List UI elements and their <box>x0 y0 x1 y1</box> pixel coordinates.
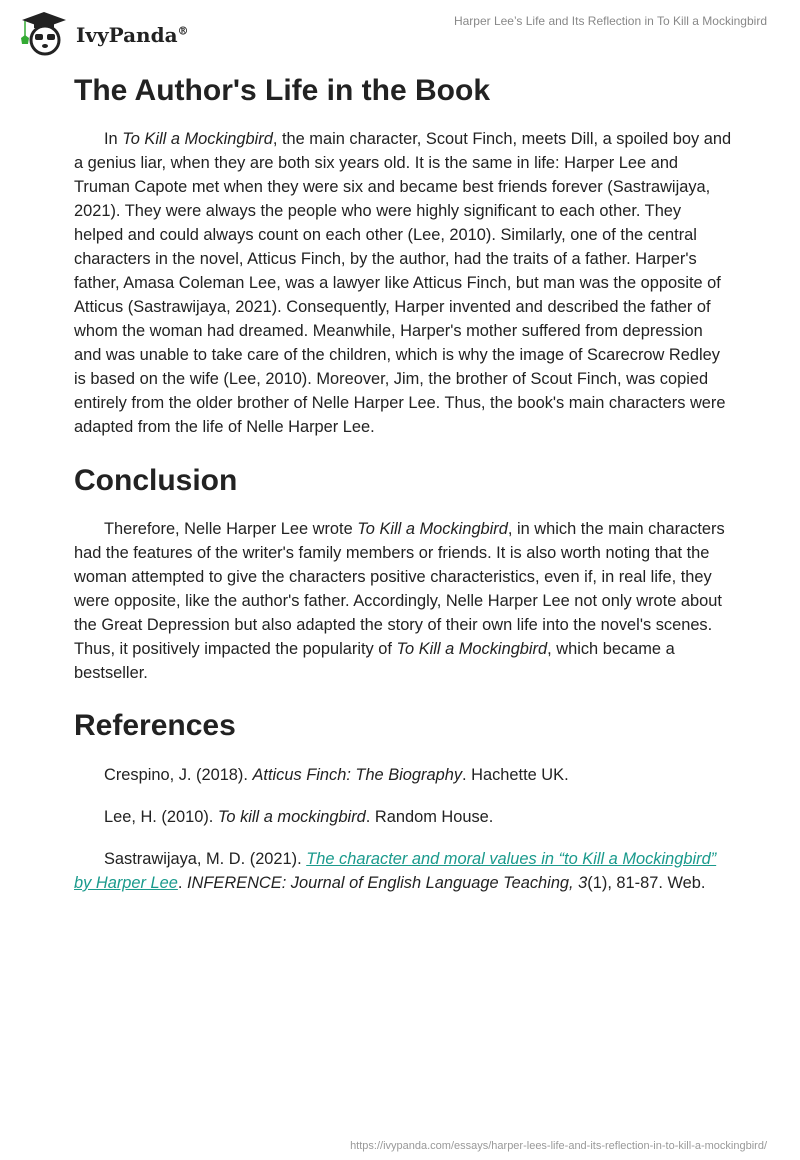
reference-link[interactable]: The character and moral values in “to Kill a Mockingbird” by Harper Lee <box>74 850 717 892</box>
reference-item: Sastrawijaya, M. D. (2021). The character and moral values in “to Kill a Mockingbird” by Harper Lee. INFERENCE: Journal of English Language Teaching, 3(1), 81-87. Web. <box>74 850 717 892</box>
section-references <box>74 705 734 895</box>
section-heading: The Author's Life in the Book <box>74 74 491 107</box>
panda-graduate-icon <box>18 8 70 56</box>
ivypanda-logo[interactable] <box>18 8 189 56</box>
section-conclusion <box>74 460 734 685</box>
source-url[interactable]: https://ivypanda.com/essays/harper-lees-life-and-its-reflection-in-to-kill-a-mockingbird/ <box>350 1140 767 1152</box>
logo-text: IvyPanda® <box>76 23 189 47</box>
section-authors-life <box>74 70 734 439</box>
reference-item: Crespino, J. (2018). Atticus Finch: The Biography. Hachette UK. <box>104 766 569 784</box>
paragraph: In To Kill a Mockingbird, the main character, Scout Finch, meets Dill, a spoiled boy and a genius liar, when they are both six years old. It is the same in life: Harper Lee and Truman Capote met when they were six and became best friends forever (Sastrawijaya, 2021). They were always the people who were highly significant to each other. They helped and could always count on each other (Lee, 2010). Similarly, one of the central characters in the novel, Atticus Finch, by the author, had the traits of a father. Harper's father, Amasa Coleman Lee, was a lawyer like Atticus Finch, but man was the opposite of Atticus (Sastrawijaya, 2021). Consequently, Harper invented and described the father of whom the woman had dreamed. Meanwhile, Harper's mother suffered from depression and was unable to take care of the children, which is why the image of Scarecrow Redley is based on the wife (Lee, 2010). Moreover, Jim, the brother of Scout Finch, was copied entirely from the older brother of Nelle Harper Lee. Thus, the book's main characters were adapted from the life of Nelle Harper Lee. <box>74 130 732 436</box>
section-heading: References <box>74 709 236 742</box>
running-title: Harper Lee’s Life and Its Reflection in To Kill a Mockingbird <box>453 14 767 28</box>
section-heading: Conclusion <box>74 464 238 497</box>
essay-content <box>74 70 734 895</box>
reference-item: Lee, H. (2010). To kill a mockingbird. Random House. <box>104 808 494 826</box>
paragraph: Therefore, Nelle Harper Lee wrote To Kill a Mockingbird, in which the main characters had the features of the writer's family members or friends. It is also worth noting that the woman attempted to give the characters positive characteristics, even if, in real life, they were opposite, like the author's father. Accordingly, Nelle Harper Lee not only wrote about the Great Depression but also adapted the story of their own life into the novel's scenes. Thus, it positively impacted the popularity of To Kill a Mockingbird, which became a bestseller. <box>74 520 725 682</box>
